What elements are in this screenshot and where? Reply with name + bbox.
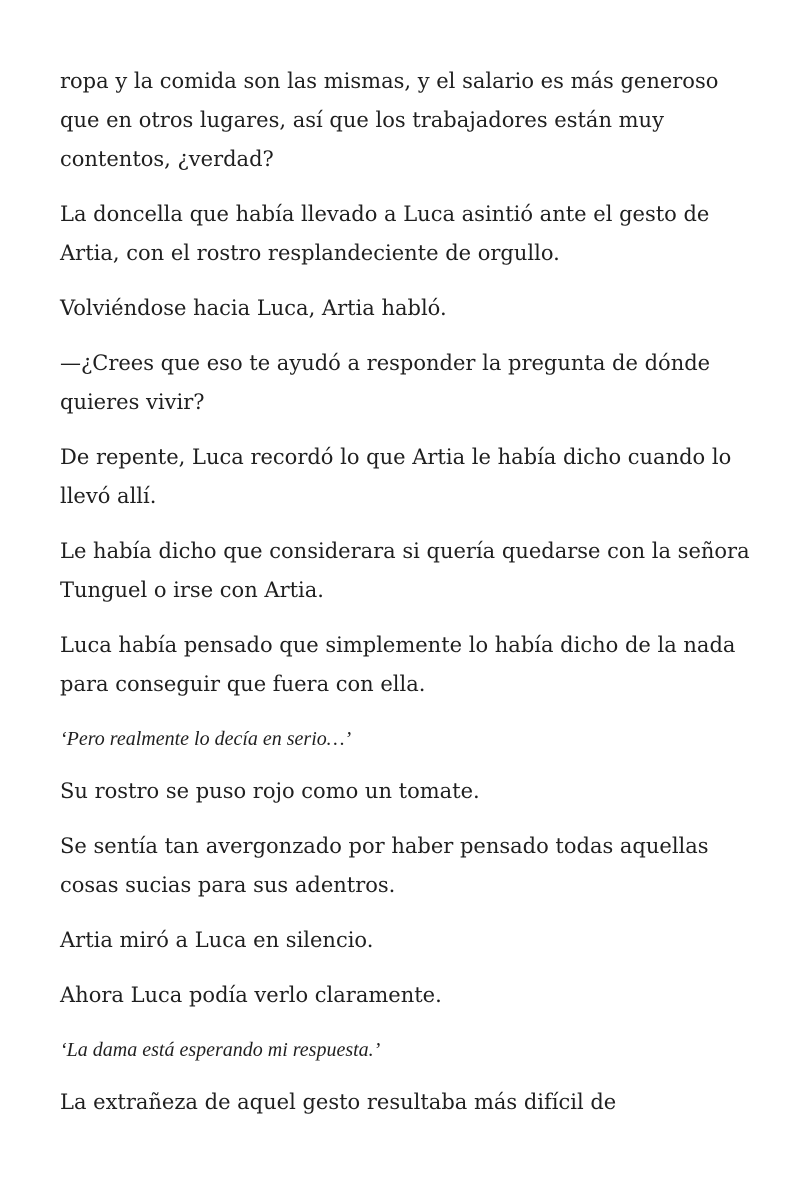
paragraph: Artia miró a Luca en silencio. — [60, 928, 374, 952]
paragraph: —¿Crees que eso te ayudó a responder la pregunta de dónde quieres vivir? — [60, 351, 711, 414]
paragraph: Su rostro se puso rojo como un tomate. — [60, 779, 480, 803]
paragraph: La extrañeza de aquel gesto resultaba más difícil de — [60, 1090, 617, 1114]
inner-thought: ‘Pero realmente lo decía en serio…’ — [60, 728, 352, 750]
paragraph: De repente, Luca recordó lo que Artia le había dicho cuando lo llevó allí. — [60, 445, 732, 508]
paragraph: Se sentía tan avergonzado por haber pensado todas aquellas cosas sucias para sus adentros. — [60, 834, 709, 897]
inner-thought: ‘La dama está esperando mi respuesta.’ — [60, 1039, 381, 1061]
book-page — [60, 62, 760, 1138]
paragraph: Le había dicho que considerara si quería quedarse con la señora Tunguel o irse con Artia. — [60, 539, 750, 602]
paragraph: ropa y la comida son las mismas, y el salario es más generoso que en otros lugares, así que los trabajadores están muy contentos, ¿verdad? — [60, 69, 719, 171]
paragraph: Luca había pensado que simplemente lo había dicho de la nada para conseguir que fuera con ella. — [60, 633, 736, 696]
paragraph: Volviéndose hacia Luca, Artia habló. — [60, 296, 447, 320]
paragraph: La doncella que había llevado a Luca asintió ante el gesto de Artia, con el rostro resplandeciente de orgullo. — [60, 202, 710, 265]
paragraph: Ahora Luca podía verlo claramente. — [60, 983, 442, 1007]
